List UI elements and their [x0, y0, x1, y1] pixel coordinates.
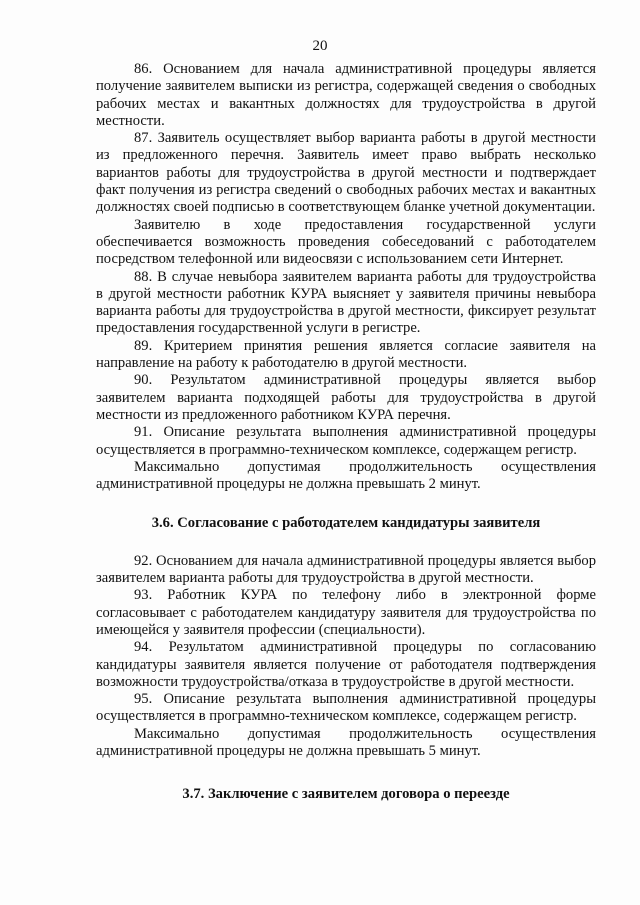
paragraph: 87. Заявитель осуществляет выбор варианта работы в другой местности из предложенного перечня. Заявитель имеет право выбрать несколько вариантов работы для трудоустройства в другой местности и подтверждает факт получения из регистра сведений о свободных рабочих местах и вакантных должностях своей подписью в соответствующем бланке учетной документации.: [96, 130, 596, 216]
paragraph: 86. Основанием для начала административной процедуры является получение заявителем выписки из регистра, содержащей сведения о свободных рабочих местах и вакантных должностях для трудоустройства в другой местности.: [96, 61, 596, 129]
paragraph: 90. Результатом административной процедуры является выбор заявителем варианта подходящей работы для трудоустройства в другой местности из предложенного работником КУРА перечня.: [96, 372, 596, 423]
paragraph: 91. Описание результата выполнения административной процедуры осуществляется в программно-техническом комплексе, содержащем регистр.: [96, 424, 596, 458]
paragraph: Максимально допустимая продолжительность осуществления административной процедуры не должна превышать 5 минут.: [96, 725, 596, 759]
paragraph: 95. Описание результата выполнения административной процедуры осуществляется в программно-техническом комплексе, содержащем регистр.: [96, 691, 596, 725]
paragraph: 88. В случае невыбора заявителем варианта работы для трудоустройства в другой местности работник КУРА выясняет у заявителя причины невыбора варианта работы для трудоустройства в другой местности, фиксирует результат предоставления государственной услуги в регистре.: [96, 268, 596, 337]
paragraph: Заявителю в ходе предоставления государственной услуги обеспечивается возможность проведения собеседований с работодателем посредством телефонной или видеосвязи с использованием сети Интернет.: [96, 216, 596, 268]
page-number: 20: [312, 38, 328, 54]
section-heading: 3.7. Заключение с заявителем договора о переезде: [182, 786, 510, 803]
section-heading: 3.6. Согласование с работодателем кандидатуры заявителя: [151, 515, 541, 532]
paragraph: 93. Работник КУРА по телефону либо в электронной форме согласовывает с работодателем кандидатуру заявителя для трудоустройства по имеющейся у заявителя профессии (специальности).: [96, 587, 596, 638]
paragraph: Максимально допустимая продолжительность осуществления административной процедуры не должна превышать 2 минут.: [96, 458, 596, 493]
document-body: [96, 61, 596, 804]
paragraph: 92. Основанием для начала административной процедуры является выбор заявителем варианта работы для трудоустройства в другой местности.: [96, 552, 596, 587]
paragraph: 94. Результатом административной процедуры по согласованию кандидатуры заявителя является получение от работодателя подтверждения возможности трудоустройства/отказа в трудоустройстве в другой местности.: [96, 639, 596, 690]
paragraph: 89. Критерием принятия решения является согласие заявителя на направление на работу к работодателю в другой местности.: [96, 337, 596, 372]
